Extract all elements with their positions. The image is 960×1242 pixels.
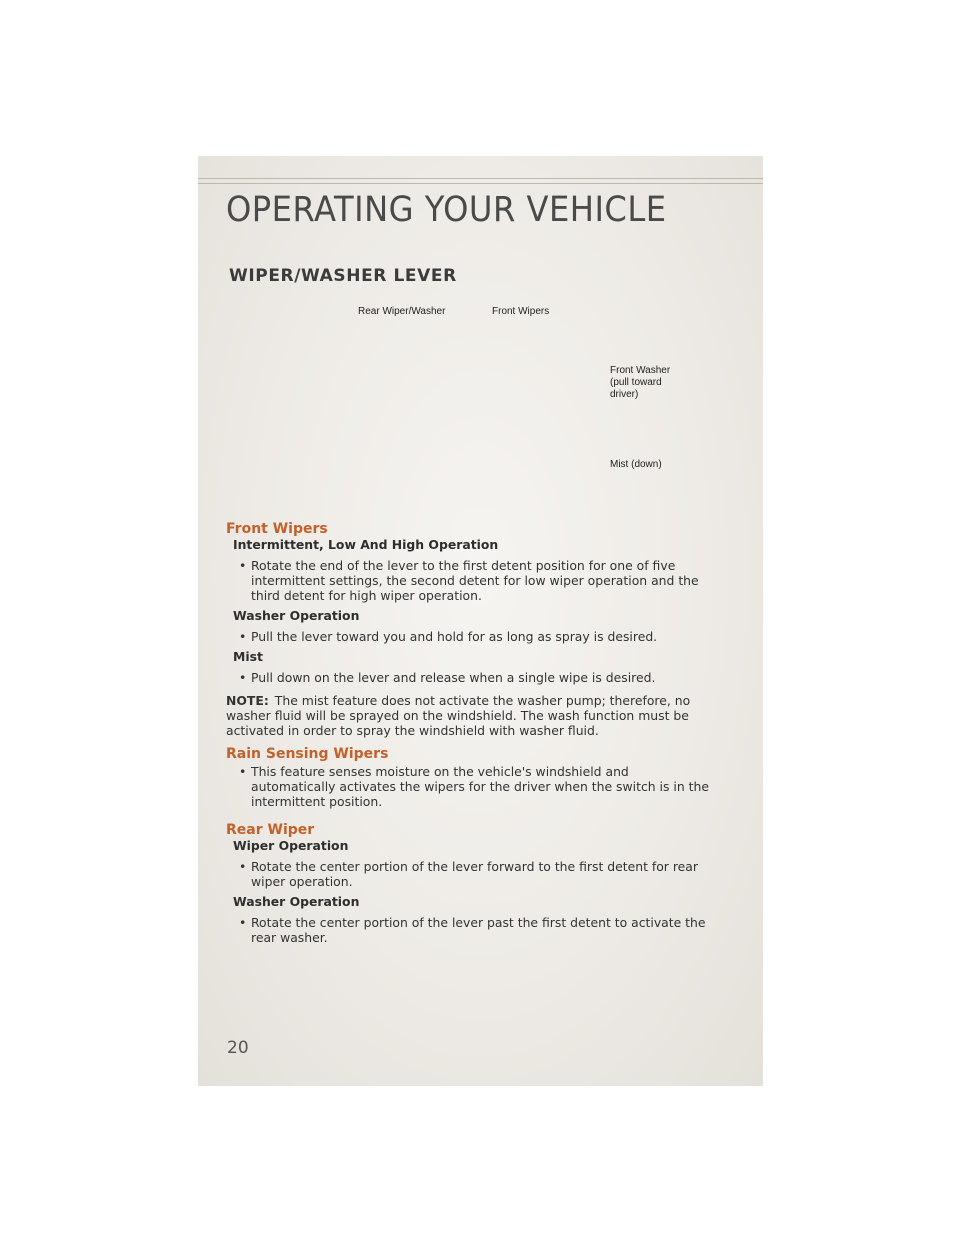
list-item: • Rotate the center portion of the lever past the first detent to activate the rear washer. [239,915,716,945]
front-wipers-heading: Front Wipers [226,521,328,537]
list-item: • Pull the lever toward you and hold for as long as spray is desired. [239,629,716,644]
page-number: 20 [227,1038,249,1058]
front-wipers-subheading-intermittent: Intermittent, Low And High Operation [233,537,499,552]
list-item: • Pull down on the lever and release when a single wipe is desired. [239,670,716,685]
section-title: WIPER/WASHER LEVER [229,266,457,286]
note-paragraph [226,693,716,738]
callout-rear-wiper-washer: Rear Wiper/Washer [358,306,446,317]
header-rule-top [198,178,763,179]
callout-front-wipers: Front Wipers [492,306,550,317]
callout-front-washer: Front Washer (pull toward driver) [610,365,671,400]
note-text: The mist feature does not activate the washer pump; therefore, no washer fluid will be sprayed on the windshield. The wash function must be activated in order to spray the windshield with washer fluid. [226,693,691,738]
rear-wiper-subheading-washer: Washer Operation [233,894,360,909]
rear-wiper-heading: Rear Wiper [226,822,315,838]
rear-wiper-subheading-wiper: Wiper Operation [233,838,349,853]
page-header-title: OPERATING YOUR VEHICLE [226,190,667,230]
front-wipers-subheading-mist: Mist [233,649,263,664]
list-item: • This feature senses moisture on the vehicle's windshield and automatically activates the wipers for the driver when the switch is in the intermittent position. [239,764,716,809]
header-rule-bottom [198,183,763,184]
list-item: • Rotate the center portion of the lever forward to the first detent for rear wiper operation. [239,859,716,889]
note-label: NOTE: [226,693,269,708]
content-body [226,521,716,950]
manual-page [198,156,763,1086]
rain-sensing-heading: Rain Sensing Wipers [226,746,389,762]
callout-mist: Mist (down) [610,459,662,470]
list-item: • Rotate the end of the lever to the first detent position for one of five intermittent settings, the second detent for low wiper operation and the third detent for high wiper operation. [239,558,716,603]
front-wipers-subheading-washer: Washer Operation [233,608,360,623]
